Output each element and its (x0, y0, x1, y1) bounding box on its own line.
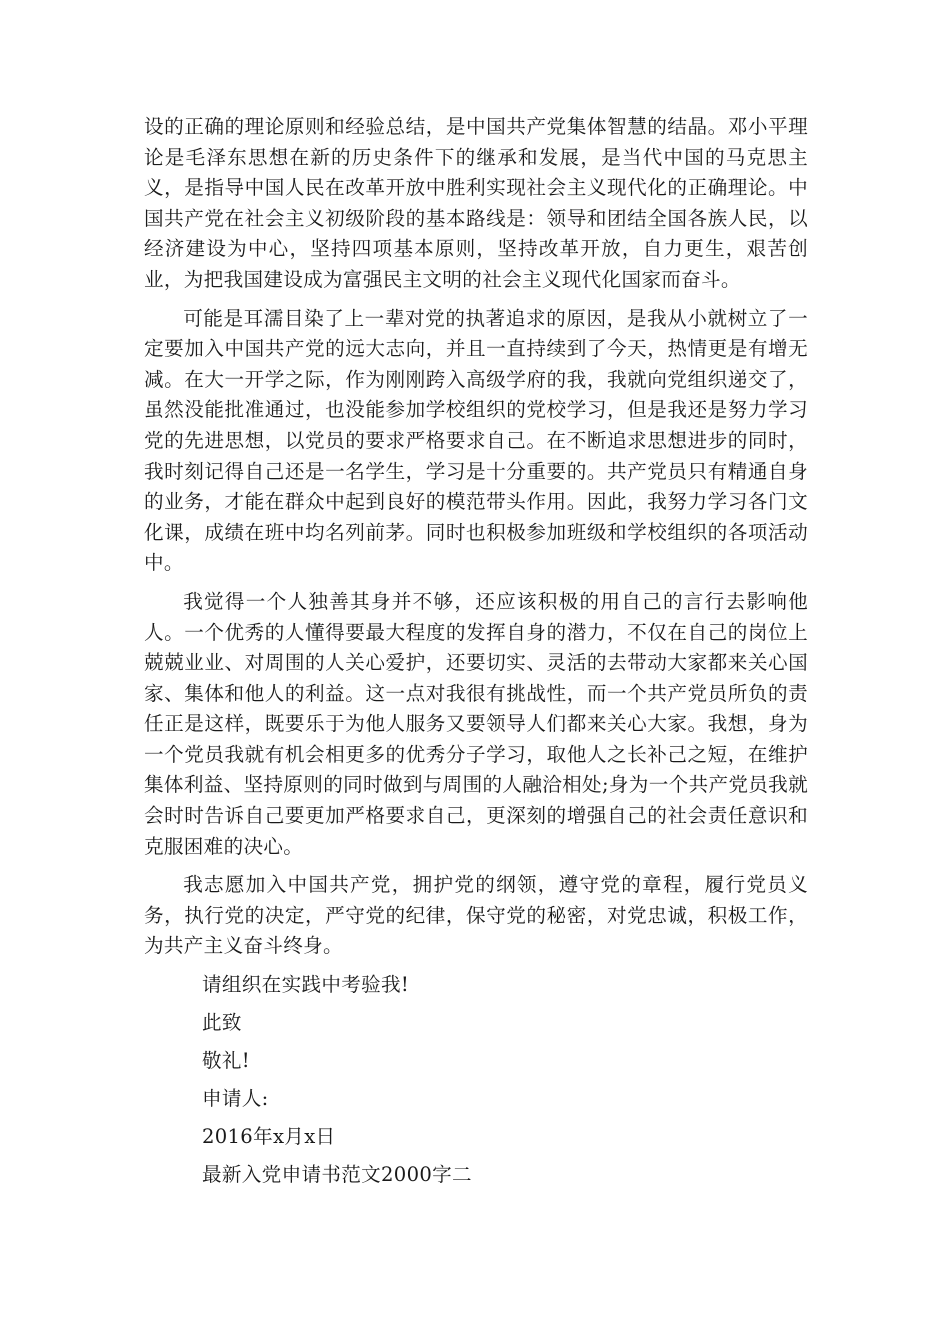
body-paragraph-2: 可能是耳濡目染了上一辈对党的执著追求的原因，是我从小就树立了一定要加入中国共产党的远大志向，并且一直持续到了今天，热情更是有增无减。在大一开学之际，作为刚刚跨入高级学府的我，我就向党组织递交了，虽然没能批准通过，也没能参加学校组织的党校学习，但是我还是努力学习党的先进思想，以党员的要求严格要求自己。在不断追求思想进步的同时，我时刻记得自己还是一名学生，学习是十分重要的。共产党员只有精通自身的业务，才能在群众中起到良好的模范带头作用。因此，我努力学习各门文化课，成绩在班中均名列前茅。同时也积极参加班级和学校组织的各项活动中。 (144, 306, 808, 575)
body-paragraph-4: 我志愿加入中国共产党，拥护党的纲领，遵守党的章程，履行党员义务，执行党的决定，严守党的纪律，保守党的秘密，对党忠诚，积极工作，为共产主义奋斗终身。 (144, 873, 808, 958)
document-page (144, 112, 808, 1198)
body-paragraph-3: 我觉得一个人独善其身并不够，还应该积极的用自己的言行去影响他人。一个优秀的人懂得要最大程度的发挥自身的潜力，不仅在自己的岗位上兢兢业业、对周围的人关心爱护，还要切实、灵活的去带动大家都来关心国家、集体和他人的利益。这一点对我很有挑战性，而一个共产党员所负的责任正是这样，既要乐于为他人服务又要领导人们都来关心大家。我想，身为一个党员我就有机会相更多的优秀分子学习，取他人之长补己之短，在维护集体利益、坚持原则的同时做到与周围的人融洽相处;身为一个共产党员我就会时时告诉自己要更加严格要求自己，更深刻的增强自己的社会责任意识和克服困难的决心。 (144, 589, 808, 858)
closing-salutation-1: 此致 (202, 1011, 242, 1035)
body-paragraph-1: 设的正确的理论原则和经验总结，是中国共产党集体智慧的结晶。邓小平理论是毛泽东思想在新的历史条件下的继承和发展，是当代中国的马克思主义，是指导中国人民在改革开放中胜利实现社会主义现代化的正确理论。中国共产党在社会主义初级阶段的基本路线是：领导和团结全国各族人民，以经济建设为中心，坚持四项基本原则，坚持改革开放，自力更生，艰苦创业，为把我国建设成为富强民主文明的社会主义现代化国家而奋斗。 (144, 115, 808, 291)
closing-salutation-2: 敬礼! (202, 1049, 250, 1073)
next-section-title: 最新入党申请书范文2000字二 (202, 1163, 472, 1187)
applicant-label: 申请人: (202, 1087, 269, 1111)
application-date: 2016年x月x日 (202, 1125, 336, 1149)
closing-request: 请组织在实践中考验我! (202, 973, 410, 997)
